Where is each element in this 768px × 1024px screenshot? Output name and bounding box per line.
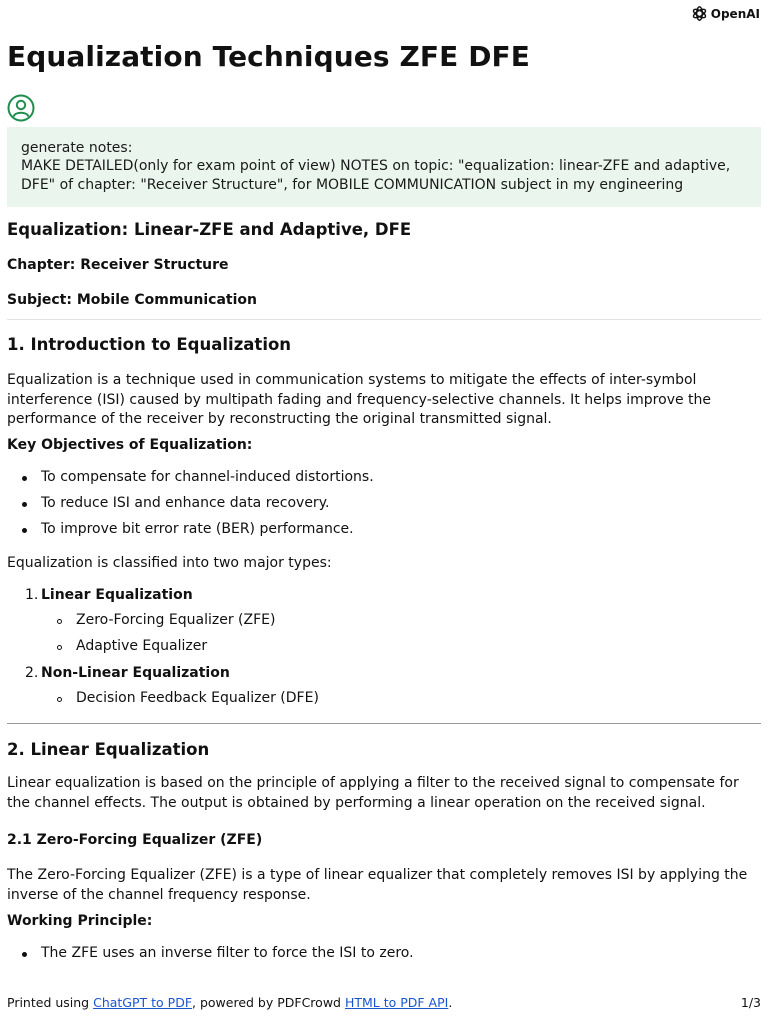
- list-item: To reduce ISI and enhance data recovery.: [41, 495, 330, 511]
- list-item: To compensate for channel-induced distortions.: [41, 469, 374, 485]
- user-avatar-icon: [7, 94, 35, 126]
- prompt-line-2: MAKE DETAILED(only for exam point of view) NOTES on topic: "equalization: linear-ZFE and adaptive, DFE" of chapter: "Receiver Structure", for MOBILE COMMUNICATION subject in my engineering: [21, 158, 731, 193]
- zfe-heading: 2.1 Zero-Forcing Equalizer (ZFE): [7, 832, 263, 848]
- user-prompt: [7, 127, 761, 207]
- list-item: To improve bit error rate (BER) performance.: [41, 521, 354, 537]
- circle-bullet-icon: [57, 645, 62, 650]
- list-number: 1.: [25, 587, 39, 603]
- section-2-intro: Linear equalization is based on the principle of applying a filter to the received signal to compensate for the channel effects. The output is obtained by performing a linear operation on the received signal.: [7, 775, 739, 811]
- footer-prefix: Printed using: [7, 995, 94, 1010]
- divider: [7, 319, 761, 320]
- list-number: 2.: [25, 665, 39, 681]
- openai-brand: [691, 5, 760, 22]
- footer-suffix: .: [448, 995, 453, 1010]
- openai-logo-icon: [691, 5, 708, 22]
- prompt-line-1: generate notes:: [21, 140, 133, 156]
- page-number: 1/3: [740, 995, 761, 1010]
- list-item: Linear Equalization: [41, 587, 193, 603]
- classification-text: Equalization is classified into two major types:: [7, 555, 332, 571]
- circle-bullet-icon: [57, 619, 62, 624]
- circle-bullet-icon: [57, 697, 62, 702]
- bullet-icon: [22, 952, 27, 957]
- objectives-label: Key Objectives of Equalization:: [7, 437, 253, 453]
- bullet-icon: [22, 476, 27, 481]
- list-item: Decision Feedback Equalizer (DFE): [76, 690, 319, 706]
- list-item: Zero-Forcing Equalizer (ZFE): [76, 612, 276, 628]
- page-title: Equalization Techniques ZFE DFE: [7, 40, 531, 73]
- chapter-line: Chapter: Receiver Structure: [7, 257, 229, 273]
- answer-heading: Equalization: Linear-ZFE and Adaptive, DFE: [7, 220, 412, 239]
- page-footer: [7, 995, 761, 1010]
- list-item: Adaptive Equalizer: [76, 638, 208, 654]
- chatgpt-to-pdf-link[interactable]: ChatGPT to PDF: [93, 995, 193, 1010]
- section-divider: [7, 723, 761, 724]
- brand-name: OpenAI: [710, 6, 760, 21]
- list-item: The ZFE uses an inverse filter to force the ISI to zero.: [41, 945, 414, 961]
- working-label: Working Principle:: [7, 913, 153, 929]
- bullet-icon: [22, 502, 27, 507]
- html-to-pdf-api-link[interactable]: HTML to PDF API: [344, 995, 449, 1010]
- section-2-heading: 2. Linear Equalization: [7, 740, 210, 759]
- section-1-heading: 1. Introduction to Equalization: [7, 335, 292, 354]
- bullet-icon: [22, 528, 27, 533]
- list-item: Non-Linear Equalization: [41, 665, 230, 681]
- footer-middle: , powered by PDFCrowd: [192, 995, 345, 1010]
- subject-line: Subject: Mobile Communication: [7, 292, 257, 308]
- section-1-intro: Equalization is a technique used in communication systems to mitigate the effects of inter-symbol interference (ISI) caused by multipath fading and frequency-selective channels. It helps improve the performance of the receiver by reconstructing the original transmitted signal.: [7, 372, 712, 427]
- zfe-description: The Zero-Forcing Equalizer (ZFE) is a type of linear equalizer that completely removes ISI by applying the inverse of the channel frequency response.: [7, 867, 748, 903]
